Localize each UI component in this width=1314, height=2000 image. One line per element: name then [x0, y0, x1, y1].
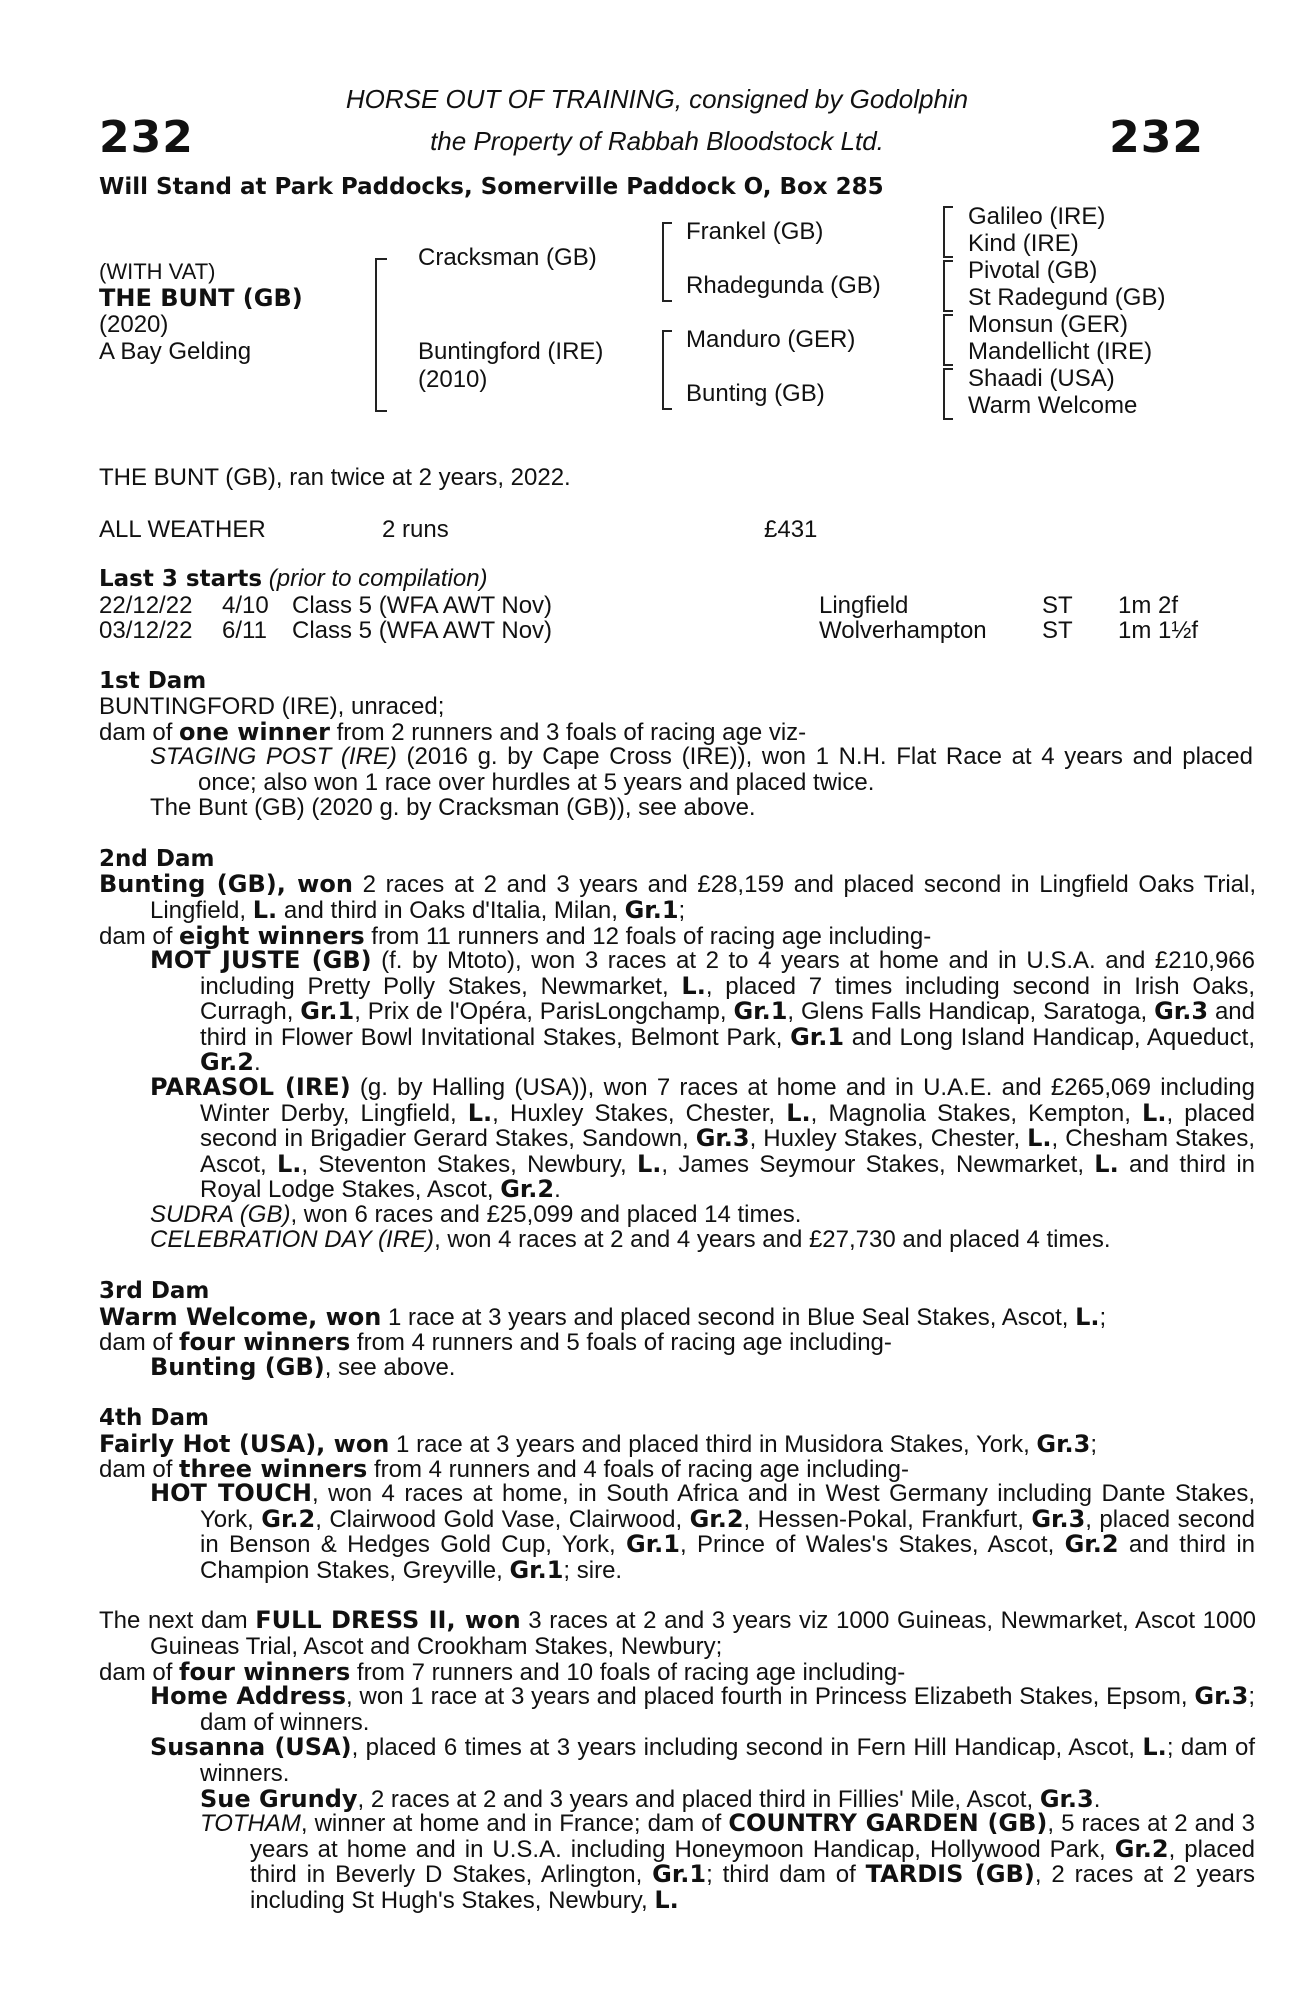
dam3-record: Warm Welcome, won 1 race at 3 years and placed second in Blue Seal Stakes, Ascot, L.; — [99, 1303, 1107, 1331]
dam4-produce-line: dam of three winners from 4 runners and 4 foals of racing age including- — [99, 1455, 909, 1483]
dam1-progeny-2: The Bunt (GB) (2020 g. by Cracksman (GB)), see above. — [150, 794, 756, 821]
dam4-progeny-hot-touch: HOT TOUCH, won 4 races at home, in South Africa and in West Germany including Dante Stakes, York, Gr.2, Clairwood Gold Vase, Clairwood, Gr.2, Hessen-Pokal, Frankfurt, Gr.3, placed second in Benson & Hedges Gold Cup, York, Gr.1, Prince of Wales's Stakes, Ascot, Gr.2 and third in Champion Stakes, Greyville, Gr.1; sire. — [150, 1479, 1256, 1584]
start-1-course: Lingfield — [819, 592, 909, 619]
gg-8: Warm Welcome — [968, 392, 1138, 419]
consignor-line: HORSE OUT OF TRAINING, consigned by Godolphin — [345, 84, 969, 114]
dam2-progeny-sudra: SUDRA (GB), won 6 races and £25,099 and placed 14 times. — [150, 1201, 802, 1228]
dam2-progeny-celebration-day: CELEBRATION DAY (IRE), won 4 races at 2 and 4 years and £27,730 and placed 4 times. — [150, 1226, 1111, 1253]
start-1-pos: 4/10 — [222, 592, 269, 619]
race-summary: THE BUNT (GB), ran twice at 2 years, 2022. — [99, 464, 571, 491]
start-2-pos: 6/11 — [222, 617, 267, 644]
brace-3b — [943, 260, 953, 312]
record-surface: ALL WEATHER — [99, 516, 266, 543]
brace-3c — [943, 314, 953, 366]
gg-5: Monsun (GER) — [968, 311, 1129, 338]
last-starts-heading — [99, 566, 488, 592]
next-dam-progeny-sue-grundy: Sue Grundy, 2 races at 2 and 3 years and placed third in Fillies' Mile, Ascot, Gr.3. — [200, 1785, 1101, 1813]
dam4-title: 4th Dam — [99, 1405, 209, 1431]
next-dam-progeny-susanna: Susanna (USA), placed 6 times at 3 years including second in Fern Hill Handicap, Ascot, L.; dam of winners. — [150, 1733, 1256, 1787]
dam2-progeny-mot-juste: MOT JUSTE (GB) (f. by Mtoto), won 3 races at 2 to 4 years at home and in U.S.A. and £210,966 including Pretty Polly Stakes, Newmarket, L., placed 7 times including second in Irish Oaks, Curragh, Gr.1, Prix de l'Opéra, ParisLongchamp, Gr.1, Glens Falls Handicap, Saratoga, Gr.3 and third in Flower Bowl Invitational Stakes, Belmont Park, Gr.1 and Long Island Handicap, Aqueduct, Gr.2. — [150, 946, 1256, 1076]
dam4-record: Fairly Hot (USA), won 1 race at 3 years and placed third in Musidora Stakes, York, Gr.3; — [99, 1430, 1098, 1458]
lot-number-right: 232 — [1109, 112, 1204, 163]
stand-location: Will Stand at Park Paddocks, Somerville Paddock O, Box 285 — [99, 174, 884, 200]
start-2-distance: 1m 1½f — [1118, 617, 1199, 644]
start-2-race: Class 5 (WFA AWT Nov) — [292, 617, 553, 644]
start-2-date: 03/12/22 — [99, 617, 193, 644]
last-starts-title: Last 3 starts — [99, 566, 263, 592]
gg-1: Galileo (IRE) — [968, 203, 1106, 230]
dam3-title: 3rd Dam — [99, 1278, 210, 1304]
vat-note: (WITH VAT) — [99, 259, 216, 284]
dam2-produce-line: dam of eight winners from 11 runners and 12 foals of racing age including- — [99, 922, 932, 950]
gg-6: Mandellicht (IRE) — [968, 338, 1153, 365]
dam-year: (2010) — [418, 366, 488, 393]
horse-name: THE BUNT (GB) — [99, 284, 303, 312]
pedigree-brace — [375, 258, 387, 412]
next-dam-produce-line: dam of four winners from 7 runners and 10 foals of racing age including- — [99, 1658, 906, 1686]
start-1-date: 22/12/22 — [99, 592, 193, 619]
gg-7: Shaadi (USA) — [968, 365, 1115, 392]
property-line: the Property of Rabbah Bloodstock Ltd. — [430, 126, 884, 156]
horse-description: A Bay Gelding — [99, 338, 252, 365]
start-1-distance: 1m 2f — [1118, 592, 1179, 619]
start-2-going: ST — [1042, 617, 1073, 644]
dam1-progeny-1: STAGING POST (IRE) (2016 g. by Cape Cross (IRE)), won 1 N.H. Flat Race at 4 years and placed once; also won 1 race over hurdles at 5 years and placed twice. — [150, 743, 1253, 796]
sire: Cracksman (GB) — [418, 244, 597, 271]
dam2-progeny-parasol: PARASOL (IRE) (g. by Halling (USA)), won 7 races at home and in U.A.E. and £265,069 including Winter Derby, Lingfield, L., Huxley Stakes, Chester, L., Magnolia Stakes, Kempton, L., placed second in Brigadier Gerard Stakes, Sandown, Gr.3, Huxley Stakes, Chester, L., Chesham Stakes, Ascot, L., Steventon Stakes, Newbury, L., James Seymour Stakes, Newmarket, L. and third in Royal Lodge Stakes, Ascot, Gr.2. — [150, 1073, 1256, 1203]
dam-sire: Manduro (GER) — [686, 326, 856, 353]
next-dam-record: The next dam FULL DRESS II, won 3 races at 2 and 3 years viz 1000 Guineas, Newmarket, Ascot 1000 Guineas Trial, Ascot and Crookham Stakes, Newbury; — [99, 1606, 1257, 1660]
dam1-title: 1st Dam — [99, 668, 207, 694]
dam: Buntingford (IRE) — [418, 338, 604, 365]
dam2-title: 2nd Dam — [99, 846, 215, 872]
start-2-course: Wolverhampton — [819, 617, 987, 644]
last-starts-note: (prior to compilation) — [268, 565, 488, 592]
dam1-line1: BUNTINGFORD (IRE), unraced; — [99, 693, 445, 720]
start-1-race: Class 5 (WFA AWT Nov) — [292, 592, 553, 619]
sire-dam: Rhadegunda (GB) — [686, 272, 881, 299]
dam3-progeny-bunting: Bunting (GB), see above. — [150, 1353, 456, 1381]
brace-3a — [943, 206, 953, 258]
dam1-line2: dam of one winner from 2 runners and 3 foals of racing age viz- — [99, 718, 807, 746]
record-earnings: £431 — [764, 516, 818, 543]
dam3-produce-line: dam of four winners from 4 runners and 5 foals of racing age including- — [99, 1328, 892, 1356]
lot-number-left: 232 — [99, 112, 194, 163]
brace-3d — [943, 368, 953, 420]
next-dam-progeny-home-address: Home Address, won 1 race at 3 years and placed fourth in Princess Elizabeth Stakes, Epsom, Gr.3; dam of winners. — [150, 1682, 1255, 1736]
next-dam-progeny-totham: TOTHAM, winner at home and in France; dam of COUNTRY GARDEN (GB), 5 races at 2 and 3 years at home and in U.S.A. including Honeymoon Handicap, Hollywood Park, Gr.2, placed third in Beverly D Stakes, Arlington, Gr.1; third dam of TARDIS (GB), 2 races at 2 years including St Hugh's Stakes, Newbury, L. — [200, 1809, 1256, 1914]
gg-2: Kind (IRE) — [968, 230, 1079, 257]
start-1-going: ST — [1042, 592, 1073, 619]
sire-brace — [662, 222, 672, 302]
horse-year: (2020) — [99, 311, 169, 338]
dam-brace — [662, 330, 672, 410]
dam2-record: Bunting (GB), won 2 races at 2 and 3 years and £28,159 and placed second in Lingfield Oaks Trial, Lingfield, L. and third in Oaks d'Italia, Milan, Gr.1; — [99, 870, 1257, 924]
gg-3: Pivotal (GB) — [968, 257, 1098, 284]
record-runs: 2 runs — [382, 516, 449, 543]
sire-sire: Frankel (GB) — [686, 218, 824, 245]
gg-4: St Radegund (GB) — [968, 284, 1166, 311]
dam-dam: Bunting (GB) — [686, 380, 825, 407]
